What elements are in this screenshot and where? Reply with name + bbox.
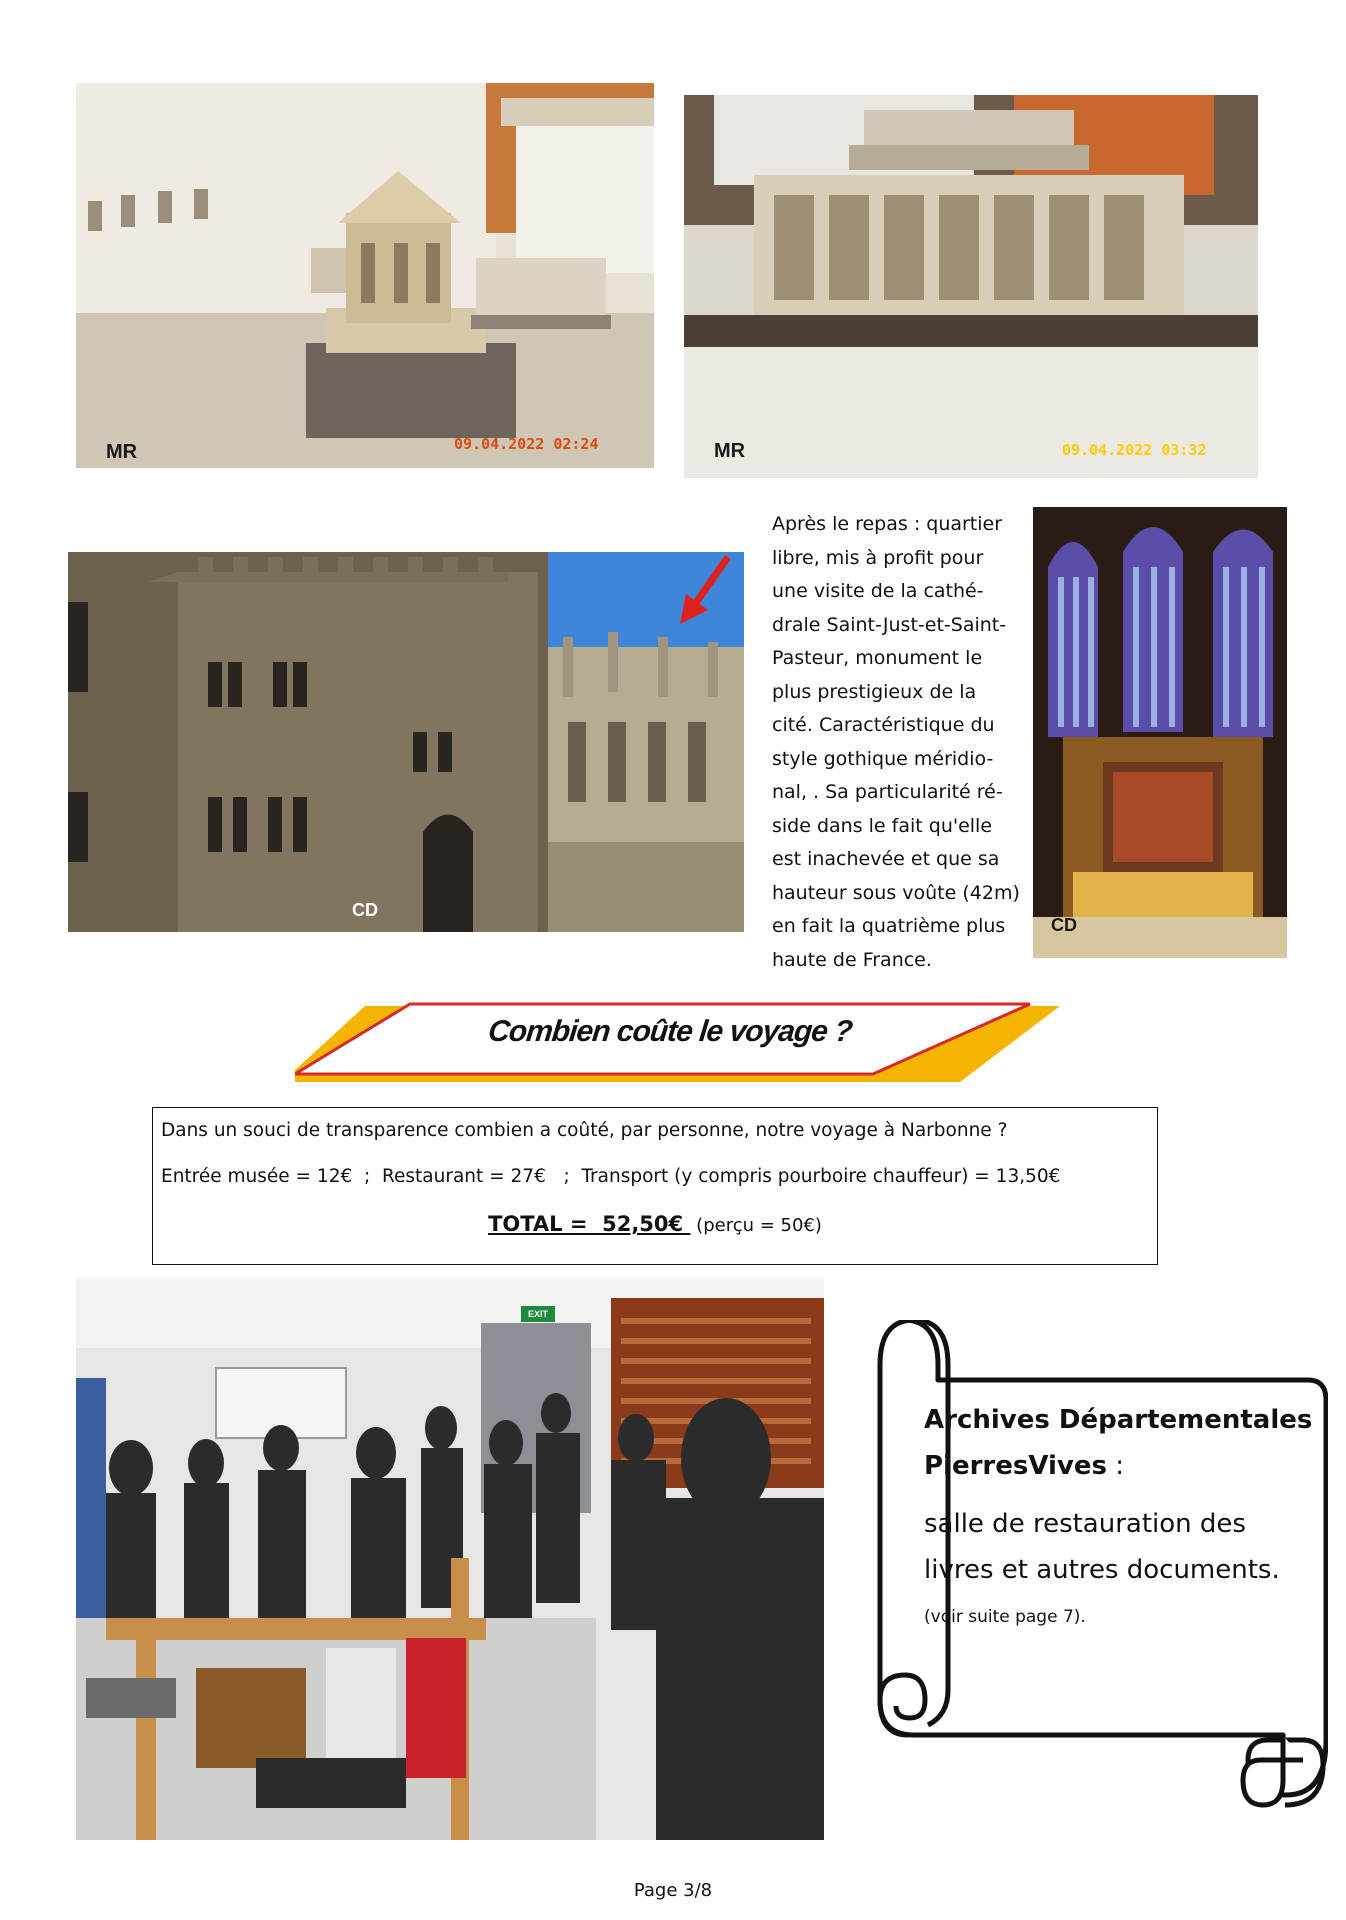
page-number: Page 3/8	[633, 1880, 713, 1901]
restoration-room-photo	[76, 1278, 824, 1840]
cost-items: Entrée musée = 12€ ; Restaurant = 27€ ; Transport (y compris pourboire chauffeur) = 13,50€	[161, 1166, 1061, 1187]
text-line: libre, mis à profit pour	[772, 546, 984, 569]
text-line: une visite de la cathé-	[772, 580, 984, 602]
text-line: plus prestigieux de la	[772, 680, 977, 703]
archives-name: PierresVives	[924, 1451, 1107, 1481]
text-line: drale Saint-Just-et-Saint-	[772, 613, 1007, 636]
exit-sign: EXIT	[527, 1309, 548, 1319]
archives-title-line	[924, 1443, 1314, 1489]
sarcophagus-photo	[684, 95, 1258, 478]
text-line: hauteur sous voûte (42m)	[772, 881, 1020, 904]
street-cathedral-photo	[68, 552, 744, 932]
photo-credit: MR	[106, 441, 138, 463]
text-line: nal, . Sa particularité ré-	[772, 781, 1003, 803]
choir-interior-photo	[1033, 507, 1287, 958]
text-line: style gothique méridio-	[772, 747, 994, 770]
photo-credit: CD	[352, 900, 378, 920]
archives-body: salle de restauration des livres et autres documents.	[924, 1509, 1280, 1585]
text-line: Après le repas : quartier	[772, 513, 1003, 535]
text-line: en fait la quatrième plus	[772, 915, 1006, 937]
archives-title	[924, 1397, 1314, 1489]
cathedral-description	[772, 508, 1022, 977]
total-amount: TOTAL = 52,50€	[488, 1212, 691, 1236]
text-line: est inachevée et que sa	[772, 848, 1000, 870]
archives-title-line: Archives Départementales	[924, 1405, 1313, 1435]
cost-intro: Dans un souci de transparence combien a coûté, par personne, notre voyage à Narbonne ?	[161, 1120, 1008, 1141]
photo-timestamp: 09.04.2022 03:32	[1062, 441, 1207, 459]
photo-credit: CD	[1051, 915, 1077, 935]
text-line: side dans le fait qu'elle	[772, 814, 993, 837]
archives-note: (voir suite page 7).	[924, 1607, 1086, 1627]
museum-pavilion-photo	[76, 83, 654, 468]
cost-breakdown-box	[152, 1107, 1158, 1265]
photo-credit: MR	[714, 440, 746, 462]
text-line: haute de France.	[772, 948, 932, 971]
text-line: cité. Caractéristique du	[772, 714, 995, 736]
photo-timestamp: 09.04.2022 02:24	[454, 435, 599, 453]
text-line: Pasteur, monument le	[772, 647, 983, 669]
archives-colon: :	[1107, 1451, 1125, 1481]
total-collected-note: (perçu = 50€)	[690, 1215, 822, 1236]
cost-total	[153, 1212, 1157, 1236]
banner-title: Combien coûte le voyage ?	[486, 1015, 854, 1048]
archives-caption	[924, 1397, 1314, 1627]
